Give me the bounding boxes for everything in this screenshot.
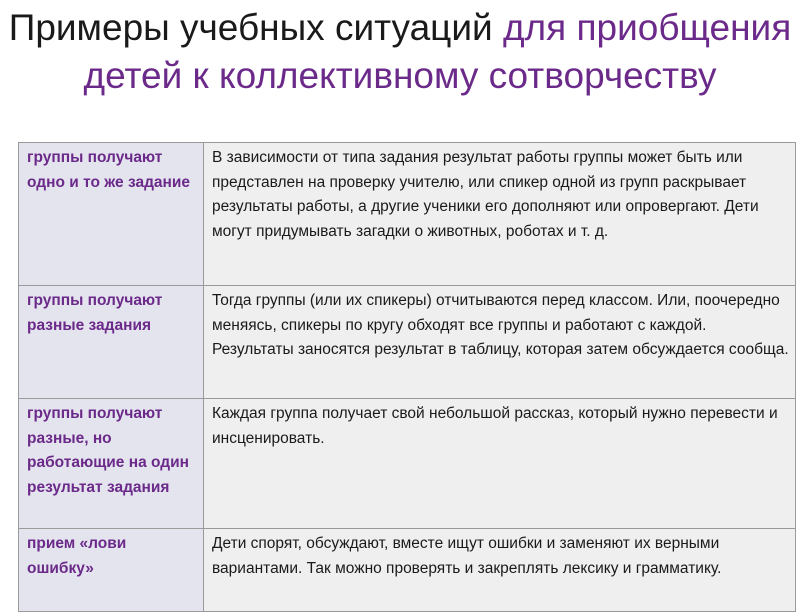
title-accent: для приобщения детей к коллективному сотворчеству xyxy=(83,7,792,96)
situation-description-cell: Тогда группы (или их спикеры) отчитываются перед классом. Или, поочередно меняясь, спикеры по кругу обходят все группы и работают с каждой. Результаты заносятся результат в таблицу, которая затем обсуждается сообща. xyxy=(204,286,796,399)
situation-type-cell: прием «лови ошибку» xyxy=(19,529,204,612)
situation-type-cell: группы получают разные задания xyxy=(19,286,204,399)
situation-description-cell: Каждая группа получает свой небольшой рассказ, который нужно перевести и инсценировать. xyxy=(204,399,796,529)
situation-description-cell: В зависимости от типа задания результат работы группы может быть или представлен на проверку учителю, или спикер одной из групп раскрывает результаты работы, а другие ученики его дополняют или опровергают. Дети могут придумывать загадки о животных, роботах и т. д. xyxy=(204,143,796,286)
situation-type-cell: группы получают разные, но работающие на один результат задания xyxy=(19,399,204,529)
situations-table xyxy=(18,142,796,612)
table-row xyxy=(19,529,796,612)
table-row xyxy=(19,399,796,529)
table-row xyxy=(19,143,796,286)
title-main: Примеры учебных ситуаций xyxy=(8,7,503,48)
situation-description-cell: Дети спорят, обсуждают, вместе ищут ошибки и заменяют их верными вариантами. Так можно проверять и закреплять лексику и грамматику. xyxy=(204,529,796,612)
page-title xyxy=(0,4,800,100)
table-row xyxy=(19,286,796,399)
situation-type-cell: группы получают одно и то же задание xyxy=(19,143,204,286)
